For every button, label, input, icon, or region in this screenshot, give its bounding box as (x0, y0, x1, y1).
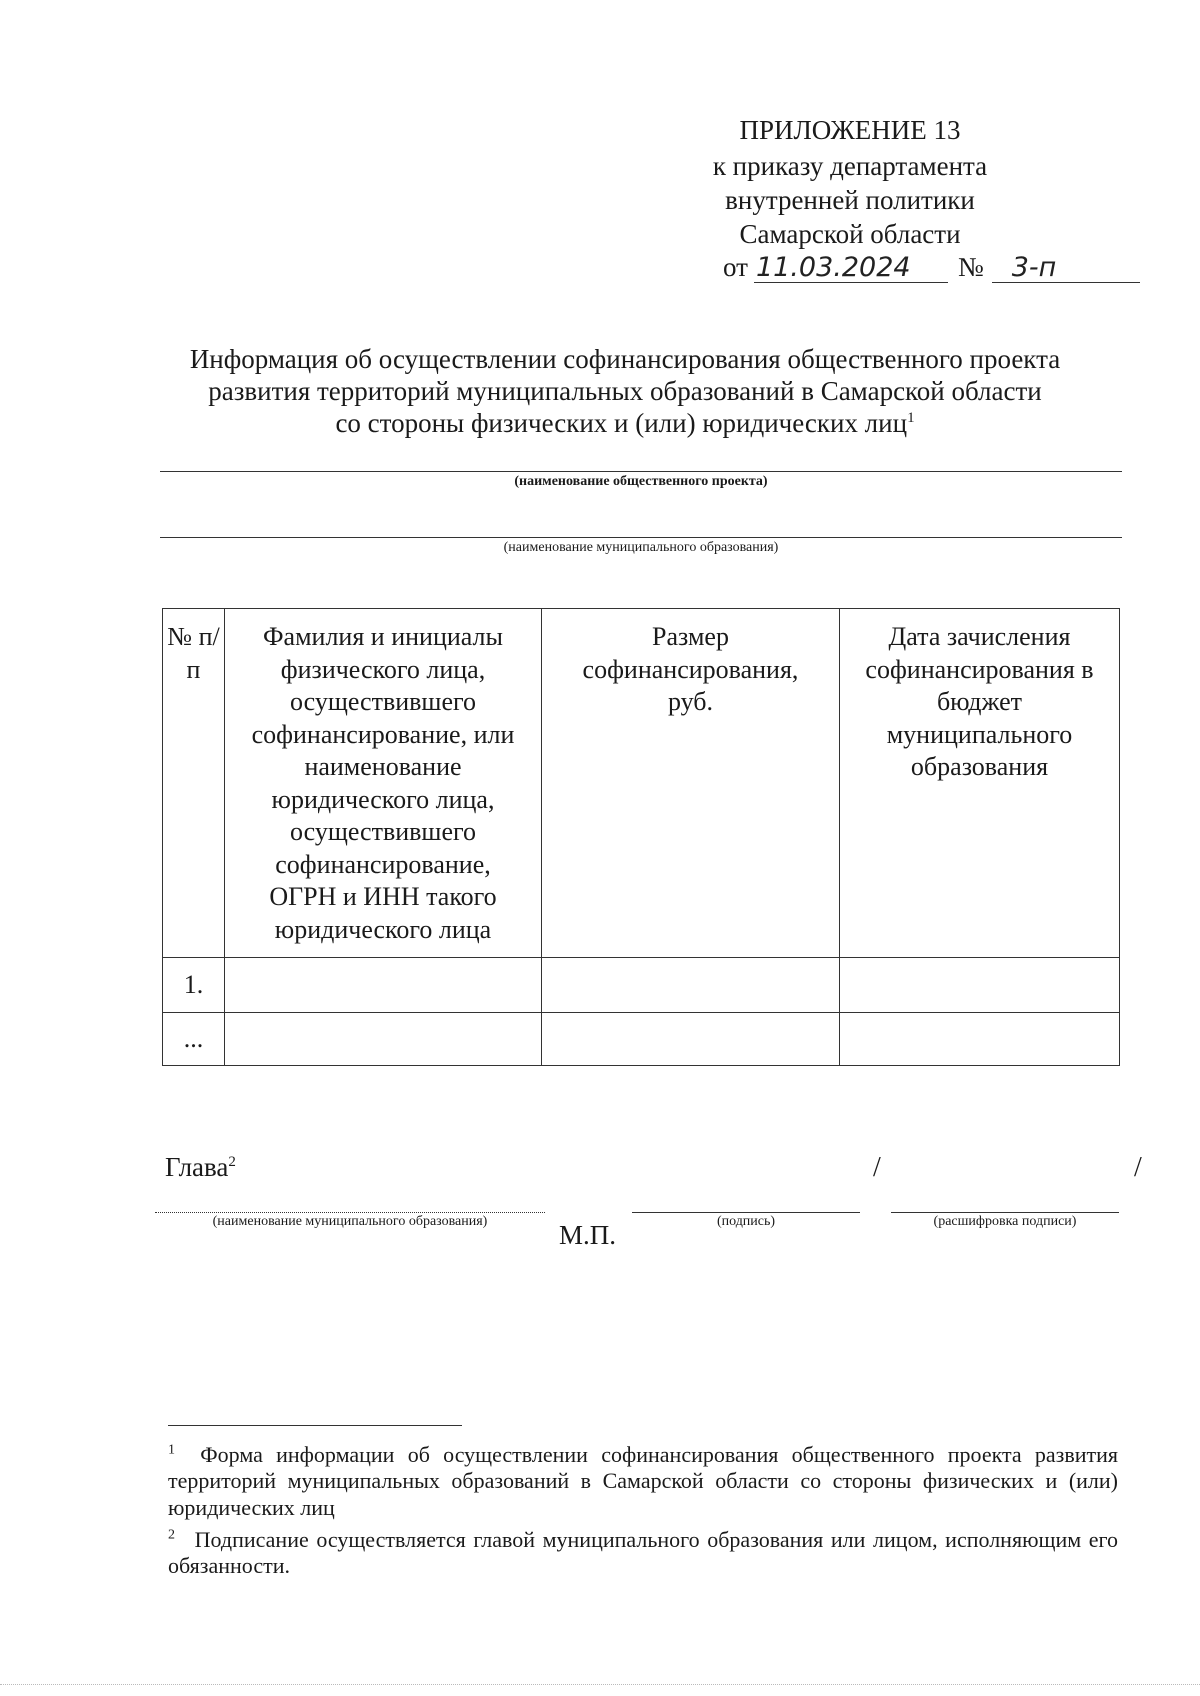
order-date-number (723, 252, 1140, 283)
footnote-1 (168, 1442, 1118, 1521)
annex-line-order: к приказу департамента (712, 151, 988, 181)
footnote-2 (168, 1527, 1118, 1580)
row-2-person (225, 1013, 542, 1066)
doc-title-line-2: развития территорий муниципальных образований в Самарской области (208, 376, 1042, 406)
order-date: 11.03.2024 (754, 254, 948, 283)
col-date-header: Дата зачисления софинансирования в бюджет муниципального образования (840, 609, 1120, 958)
project-name-line (160, 471, 1122, 472)
footnote-1-text: Форма информации об осуществлении софинансирования общественного проекта развития территорий муниципальных образований в Самарской области со стороны физических и (или) юридических лиц (168, 1442, 1119, 1520)
municipality-signature-line (155, 1212, 545, 1213)
municipality-signature-caption: (наименование муниципального образования) (212, 1214, 488, 1229)
doc-title-line-3 (140, 408, 1110, 438)
annex-line-region: Самарской области (739, 219, 961, 249)
decoding-caption: (расшифровка подписи) (933, 1214, 1077, 1229)
footnote-2-text: Подписание осуществляется главой муниципального образования или лицом, исполняющим его обязанности. (168, 1527, 1118, 1579)
footnote-ref-2: 2 (228, 1154, 236, 1170)
row-1-date (840, 958, 1120, 1013)
row-2-amount (542, 1013, 840, 1066)
order-number: 3-п (992, 254, 1140, 283)
row-1-person (225, 958, 542, 1013)
col-amount-header: Размер софинансирования, руб. (542, 609, 840, 958)
col-number-header: № п/п (163, 609, 225, 958)
doc-title-line-1: Информация об осуществлении софинансирования общественного проекта (189, 344, 1061, 374)
table-header-row (163, 609, 1120, 958)
footnote-ref-1: 1 (907, 410, 915, 426)
head-label-text: Глава (165, 1152, 229, 1182)
doc-title-line-3-text: со стороны физических и (или) юридических лиц (335, 408, 908, 438)
municipality-name-caption: (наименование муниципального образования) (503, 540, 779, 555)
row-2-date (840, 1013, 1120, 1066)
footnote-1-mark: 1 (168, 1442, 175, 1458)
head-label (165, 1152, 236, 1183)
scan-edge (0, 1684, 1200, 1685)
signature-line (632, 1212, 860, 1213)
col-person-header: Фамилия и инициалы физического лица, осуществившего софинансирование, или наименование юридического лица, осуществившего софинансирование, ОГРН и ИНН такого юридического лица (225, 609, 542, 958)
table-row (163, 1013, 1120, 1066)
annex-title: ПРИЛОЖЕНИЕ 13 (739, 115, 961, 145)
project-name-caption: (наименование общественного проекта) (514, 474, 768, 489)
footnote-divider (168, 1425, 462, 1426)
row-1-number: 1. (163, 958, 225, 1013)
signature-caption: (подпись) (716, 1214, 776, 1229)
row-2-number: ... (163, 1013, 225, 1066)
stamp-label: М.П. (559, 1220, 617, 1250)
signature-separator-end: / (1134, 1152, 1142, 1183)
footnote-2-mark: 2 (168, 1527, 175, 1543)
row-1-amount (542, 958, 840, 1013)
municipality-name-line (160, 537, 1122, 538)
signature-separator: / (873, 1152, 881, 1183)
table-row (163, 958, 1120, 1013)
decoding-line (891, 1212, 1119, 1213)
cofinancing-table (162, 608, 1120, 1066)
number-label: № (957, 252, 984, 282)
from-label: от (723, 252, 748, 282)
annex-line-department: внутренней политики (725, 185, 975, 215)
